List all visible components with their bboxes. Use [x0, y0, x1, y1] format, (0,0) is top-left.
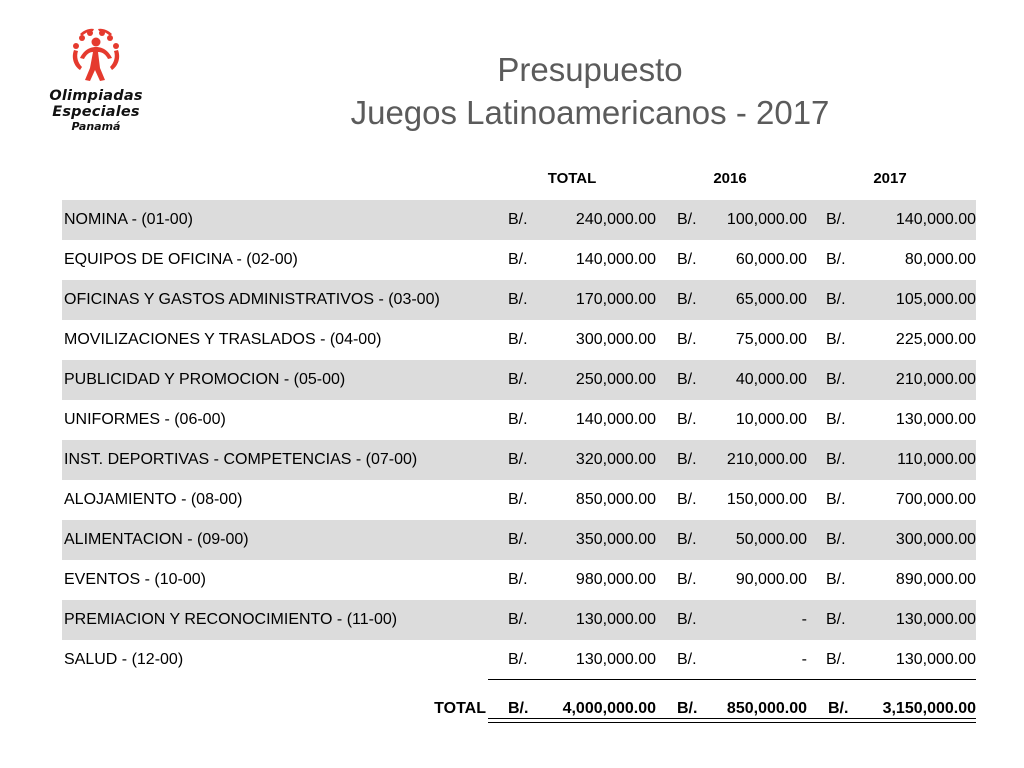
subtotal-rule: [488, 679, 976, 680]
table-row: [62, 280, 976, 320]
y2017-currency: B/.: [826, 211, 846, 228]
page-title: [300, 48, 880, 134]
y2017-currency: B/.: [826, 531, 846, 548]
total-value: 300,000.00: [575, 331, 656, 348]
y2016-value: 90,000.00: [735, 571, 807, 588]
y2017-value: 130,000.00: [895, 611, 976, 628]
logo: [30, 28, 162, 154]
y2017-value: 890,000.00: [895, 571, 976, 588]
total-currency: B/.: [508, 291, 528, 308]
special-olympics-logo-icon: [66, 28, 126, 88]
header-2016: 2016: [713, 170, 747, 187]
row-label: NOMINA - (01-00): [64, 211, 193, 228]
table-row: [62, 360, 976, 400]
row-label: UNIFORMES - (06-00): [64, 411, 226, 428]
y2017-currency: B/.: [826, 651, 846, 668]
y2017-currency: B/.: [826, 451, 846, 468]
y2016-currency: B/.: [677, 651, 697, 668]
total-row: [62, 689, 976, 729]
y2017-value: 130,000.00: [895, 411, 976, 428]
total-2017-value: 3,150,000.00: [882, 700, 976, 717]
table-row: [62, 200, 976, 240]
y2017-value: 225,000.00: [895, 331, 976, 348]
header-2017: 2017: [873, 170, 907, 187]
y2016-value: 40,000.00: [735, 371, 807, 388]
total-value: 140,000.00: [575, 251, 656, 268]
y2017-value: 110,000.00: [897, 451, 976, 468]
total-currency: B/.: [508, 531, 528, 548]
y2016-value: -: [801, 611, 807, 628]
row-label: MOVILIZACIONES Y TRASLADOS - (04-00): [64, 331, 382, 348]
y2016-currency: B/.: [677, 331, 697, 348]
y2017-value: 700,000.00: [895, 491, 976, 508]
y2017-value: 210,000.00: [895, 371, 976, 388]
table-row: [62, 440, 976, 480]
table-header: [62, 160, 976, 200]
y2016-currency: B/.: [677, 491, 697, 508]
total-currency: B/.: [508, 251, 528, 268]
y2016-value: -: [801, 651, 807, 668]
y2017-value: 130,000.00: [895, 651, 976, 668]
total-value: 250,000.00: [575, 371, 656, 388]
y2017-currency: B/.: [826, 411, 846, 428]
table-row: [62, 480, 976, 520]
y2016-currency: B/.: [677, 611, 697, 628]
total-2016-currency: B/.: [677, 700, 698, 717]
logo-line-1: Olimpiadas: [49, 88, 143, 104]
row-label: OFICINAS Y GASTOS ADMINISTRATIVOS - (03-00): [64, 291, 440, 308]
y2017-value: 140,000.00: [895, 211, 976, 228]
total-currency: B/.: [508, 611, 528, 628]
row-label: ALIMENTACION - (09-00): [64, 531, 249, 548]
y2017-currency: B/.: [826, 291, 846, 308]
total-value: 170,000.00: [575, 291, 656, 308]
total-value: 240,000.00: [575, 211, 656, 228]
y2016-currency: B/.: [677, 291, 697, 308]
row-label: INST. DEPORTIVAS - COMPETENCIAS - (07-00): [64, 451, 418, 468]
y2016-currency: B/.: [677, 251, 697, 268]
total-currency: B/.: [508, 571, 528, 588]
table-row: [62, 640, 976, 680]
table-row: [62, 520, 976, 560]
y2016-currency: B/.: [677, 531, 697, 548]
total-2016-value: 850,000.00: [726, 700, 807, 717]
total-value: 350,000.00: [575, 531, 656, 548]
y2016-value: 150,000.00: [726, 491, 807, 508]
total-currency: B/.: [508, 371, 528, 388]
total-currency: B/.: [508, 331, 528, 348]
total-value: 850,000.00: [575, 491, 656, 508]
y2016-currency: B/.: [677, 451, 697, 468]
total-value: 980,000.00: [575, 571, 656, 588]
total-value: 320,000.00: [575, 451, 656, 468]
row-label: ALOJAMIENTO - (08-00): [64, 491, 243, 508]
header-total: TOTAL: [547, 170, 597, 187]
y2017-currency: B/.: [826, 611, 846, 628]
total-value: 130,000.00: [575, 651, 656, 668]
row-label: PUBLICIDAD Y PROMOCION - (05-00): [64, 371, 346, 388]
table-row: [62, 600, 976, 640]
title-line-1: Presupuesto: [497, 51, 683, 88]
total-value: 130,000.00: [575, 611, 656, 628]
total-value: 140,000.00: [575, 411, 656, 428]
title-line-2: Juegos Latinoamericanos - 2017: [350, 94, 830, 131]
y2016-value: 75,000.00: [735, 331, 807, 348]
y2017-currency: B/.: [826, 571, 846, 588]
total-double-rule: [488, 718, 976, 723]
y2016-value: 100,000.00: [726, 211, 807, 228]
table-row: [62, 560, 976, 600]
y2017-value: 105,000.00: [895, 291, 976, 308]
y2016-value: 50,000.00: [735, 531, 807, 548]
total-currency: B/.: [508, 651, 528, 668]
row-label: PREMIACION Y RECONOCIMIENTO - (11-00): [64, 611, 398, 628]
y2017-currency: B/.: [826, 331, 846, 348]
logo-line-2: Especiales: [52, 104, 140, 120]
total-value: 4,000,000.00: [562, 700, 656, 717]
total-currency: B/.: [508, 451, 528, 468]
y2016-value: 210,000.00: [726, 451, 807, 468]
total-label: TOTAL: [434, 700, 486, 717]
logo-line-3: Panamá: [71, 120, 121, 133]
y2016-currency: B/.: [677, 411, 697, 428]
y2016-value: 65,000.00: [735, 291, 807, 308]
total-currency: B/.: [508, 211, 528, 228]
total-2017-currency: B/.: [828, 700, 849, 717]
y2017-value: 300,000.00: [895, 531, 976, 548]
total-currency: B/.: [508, 700, 529, 717]
table-row: [62, 320, 976, 360]
table-row: [62, 400, 976, 440]
y2016-value: 60,000.00: [735, 251, 807, 268]
y2017-value: 80,000.00: [904, 251, 976, 268]
total-currency: B/.: [508, 411, 528, 428]
table-row: [62, 240, 976, 280]
row-label: EVENTOS - (10-00): [64, 571, 206, 588]
y2016-value: 10,000.00: [735, 411, 807, 428]
total-currency: B/.: [508, 491, 528, 508]
y2017-currency: B/.: [826, 491, 846, 508]
y2016-currency: B/.: [677, 211, 697, 228]
y2016-currency: B/.: [677, 371, 697, 388]
y2016-currency: B/.: [677, 571, 697, 588]
y2017-currency: B/.: [826, 251, 846, 268]
row-label: SALUD - (12-00): [64, 651, 184, 668]
y2017-currency: B/.: [826, 371, 846, 388]
row-label: EQUIPOS DE OFICINA - (02-00): [64, 251, 298, 268]
